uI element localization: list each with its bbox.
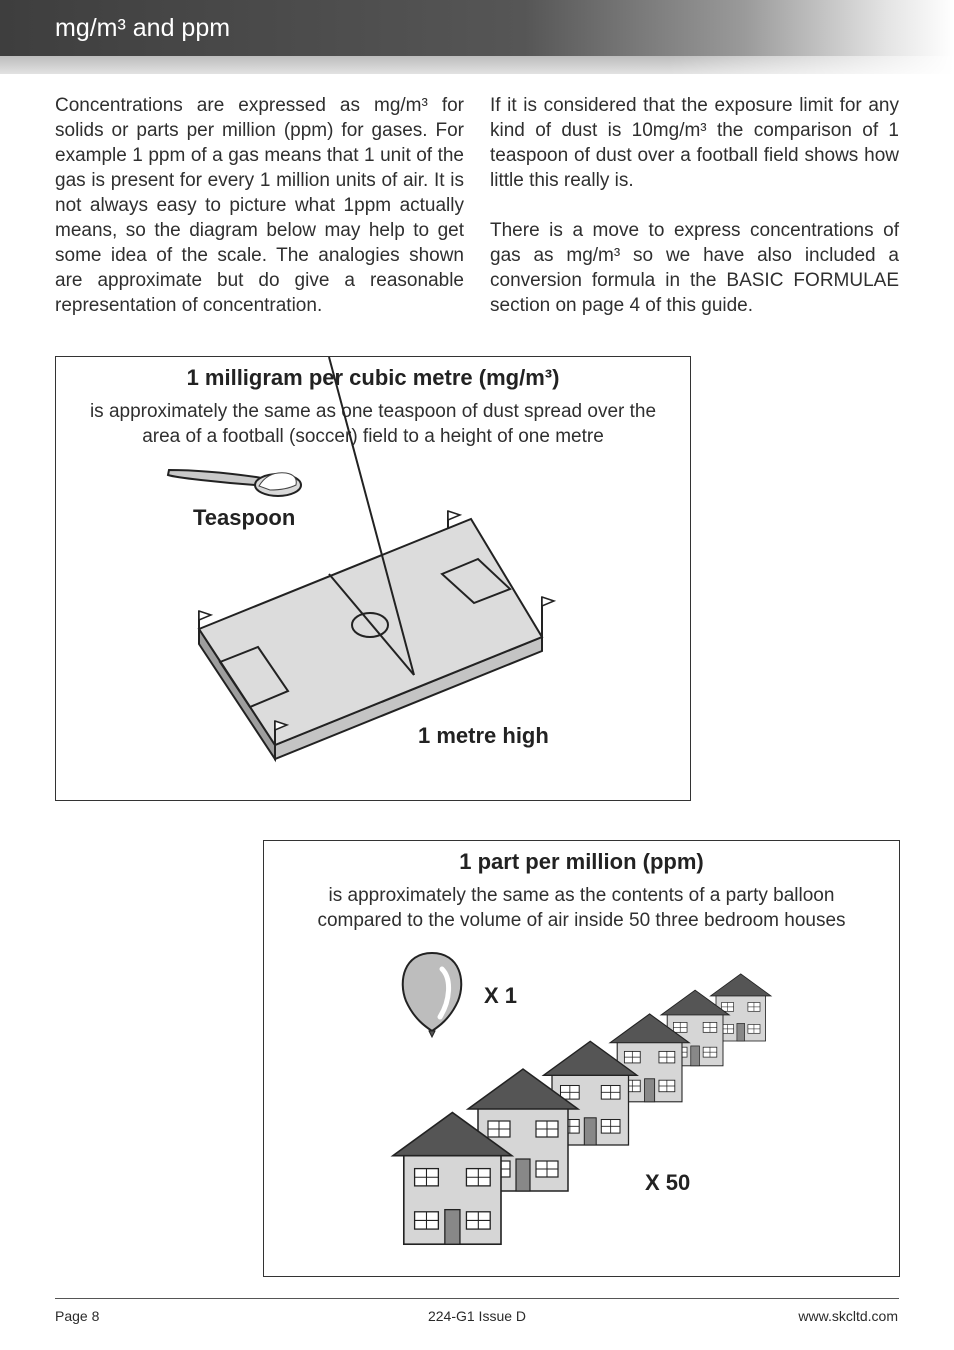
footer-divider <box>55 1298 899 1299</box>
mg-per-cubic-metre-box <box>55 356 691 801</box>
ppm-box-subtitle-line-1: is approximately the same as the contents of a party balloon <box>328 885 835 906</box>
intro-right-paragraph-2: There is a move to express concentrations of gas as mg/m³ so we have also included a conversion formula in the BASIC FORMULAE section on page 4 of this guide. <box>490 220 899 316</box>
footer-website-link[interactable]: www.skcltd.com <box>798 1308 898 1324</box>
teaspoon-icon <box>168 470 301 496</box>
ppm-box-subtitle-line-2: compared to the volume of air inside 50 three bedroom houses <box>317 910 846 931</box>
ppm-box <box>263 840 900 1277</box>
intro-left-column <box>55 93 464 318</box>
mg-box-subtitle-line-2: area of a football (soccer) field to a height of one metre <box>142 426 604 447</box>
intro-left-paragraph: Concentrations are expressed as mg/m³ for solids or parts per million (ppm) for gases. For example 1 ppm of a gas means that 1 unit of the gas is present for every 1 million units of air. It is not always easy to picture what 1ppm actually means, so the diagram below may help to get some idea of the scale. The analogies shown are approximate but do give a reasonable representation of concentration. <box>55 95 464 316</box>
page-title: mg/m³ and ppm <box>55 14 231 42</box>
intro-right-paragraph-1: If it is considered that the exposure limit for any kind of dust is 10mg/m³ the comparison of 1 teaspoon of dust over a football field shows how little this really is. <box>490 95 899 191</box>
intro-right-column <box>490 93 899 318</box>
header-stripe-fade <box>0 56 954 74</box>
height-label: 1 metre high <box>418 723 549 748</box>
houses-count-label: X 50 <box>645 1170 691 1195</box>
footer-page-number: Page 8 <box>55 1308 100 1324</box>
mg-box-subtitle-line-1: is approximately the same as one teaspoon of dust spread over the <box>89 401 657 422</box>
header-bar <box>0 0 954 56</box>
football-field-icon <box>199 357 554 759</box>
mg-box-title: 1 milligram per cubic metre (mg/m³) <box>186 365 560 390</box>
balloon-icon <box>403 953 462 1037</box>
ppm-box-title: 1 part per million (ppm) <box>459 849 704 874</box>
football-field-illustration <box>56 357 690 800</box>
houses-and-balloon-illustration <box>264 841 899 1276</box>
balloon-count-label: X 1 <box>484 983 518 1008</box>
footer-document-id: 224-G1 Issue D <box>427 1308 527 1324</box>
teaspoon-label: Teaspoon <box>193 505 296 530</box>
